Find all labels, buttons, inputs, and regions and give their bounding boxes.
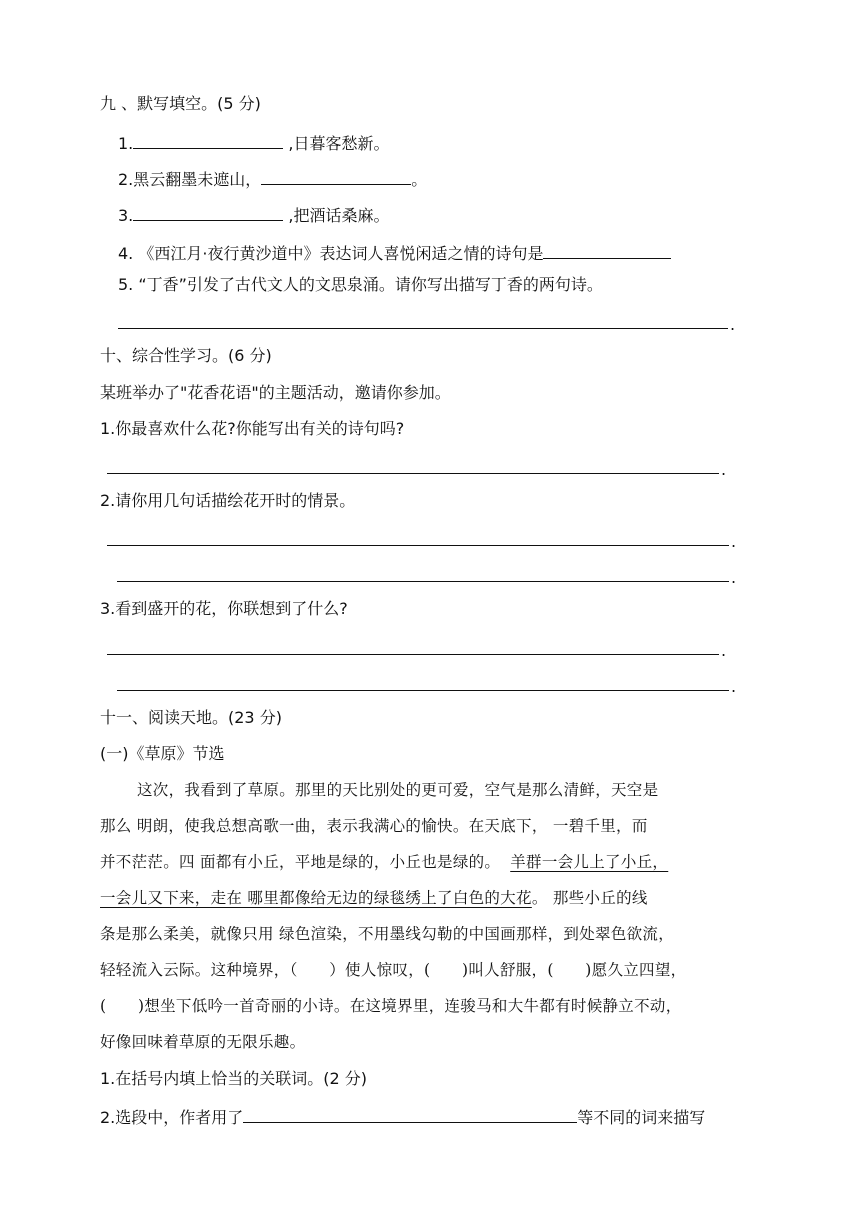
q9-3 (118, 202, 389, 227)
q10-3-answer-line-1[interactable] (107, 654, 719, 655)
passage-title: (一)《草原》节选 (100, 744, 225, 763)
passage-line-1: 这次，我看到了草原。那里的天比别处的更可爱，空气是那么清鲜，天空是 (137, 781, 659, 799)
section-11-title: 十一、阅读天地。(23 分) (100, 708, 282, 727)
passage-line-3 (100, 851, 668, 873)
q9-4 (118, 240, 671, 265)
q10-3-text: 3.看到盛开的花，你联想到了什么? (100, 599, 348, 618)
q10-2-dot-1: . (731, 532, 737, 551)
section-10-intro: 某班举办了"花香花语"的主题活动，邀请你参加。 (100, 383, 451, 402)
q9-2-blank[interactable] (261, 166, 411, 185)
passage-line-2: 那么 明朗，使我总想高歌一曲，表示我满心的愉快。在天底下， 一碧千里，而 (100, 817, 648, 835)
q10-2-answer-line-1[interactable] (107, 545, 729, 546)
q10-3-answer-line-2[interactable] (117, 690, 729, 691)
q9-2-end: 。 (411, 170, 428, 189)
q9-5-text: 5. “丁香”引发了古代文人的文思泉涌。请你写出描写丁香的两句诗。 (118, 275, 603, 294)
q11-1-text: 1.在括号内填上恰当的关联词。(2 分) (100, 1069, 368, 1088)
q11-2 (100, 1104, 705, 1129)
passage-line-4-text: 。 那些小丘的线 (531, 889, 648, 907)
q9-3-text: ,把酒话桑麻。 (283, 206, 390, 225)
passage-line-7: ( )想坐下低吟一首奇丽的小诗。在这境界里，连骏马和大牛都有时候静立不动， (100, 997, 682, 1015)
q9-5-dot: . (730, 315, 736, 334)
q11-2-blank[interactable] (243, 1104, 577, 1123)
section-10-title: 十、综合性学习。(6 分) (100, 346, 272, 365)
underlined-sentence-part-2: 一会儿又下来，走在 哪里都像给无边的绿毯绣上了白色的大花 (100, 889, 532, 907)
q9-1-blank[interactable] (133, 130, 283, 149)
q9-1 (118, 130, 389, 155)
q10-3-dot-1: . (721, 641, 727, 660)
underlined-sentence-part-1: 羊群一会儿上了小丘， (510, 853, 669, 871)
q10-2-dot-2: . (731, 568, 737, 587)
q10-1-answer-line[interactable] (107, 473, 719, 474)
q9-1-text: ,日暮客愁新。 (283, 134, 390, 153)
passage-line-3-text: 并不茫茫。四 面都有小丘，平地是绿的，小丘也是绿的。 (100, 853, 501, 871)
section-9-title: 九 、默写填空。(5 分) (100, 94, 261, 113)
passage-line-8: 好像回味着草原的无限乐趣。 (100, 1033, 306, 1051)
q11-2-text: 2.选段中，作者用了 (100, 1108, 244, 1127)
passage-line-5: 条是那么柔美，就像只用 绿色渲染，不用墨线勾勒的中国画那样，到处翠色欲流， (100, 925, 675, 943)
q9-2 (118, 166, 427, 191)
q9-3-blank[interactable] (133, 202, 283, 221)
q9-5-answer-line[interactable] (118, 328, 728, 329)
q10-2-answer-line-2[interactable] (117, 581, 729, 582)
passage-line-4 (100, 887, 648, 909)
q9-1-number: 1. (118, 134, 134, 153)
q9-2-text: 2.黑云翻墨未遮山， (118, 170, 262, 189)
q10-2-text: 2.请你用几句话描绘花开时的情景。 (100, 491, 356, 510)
q9-4-blank[interactable] (543, 240, 671, 259)
q9-4-text: 4. 《西江月·夜行黄沙道中》表达词人喜悦闲适之情的诗句是 (118, 244, 544, 263)
passage-line-6: 轻轻流入云际。这种境界，（ ）使人惊叹，( )叫人舒服，( )愿久立四望， (100, 961, 687, 979)
q10-3-dot-2: . (731, 677, 737, 696)
q10-1-dot: . (721, 460, 727, 479)
q11-2-text-end: 等不同的词来描写 (577, 1108, 706, 1127)
q9-3-number: 3. (118, 206, 134, 225)
q10-1-text: 1.你最喜欢什么花?你能写出有关的诗句吗? (100, 419, 405, 438)
